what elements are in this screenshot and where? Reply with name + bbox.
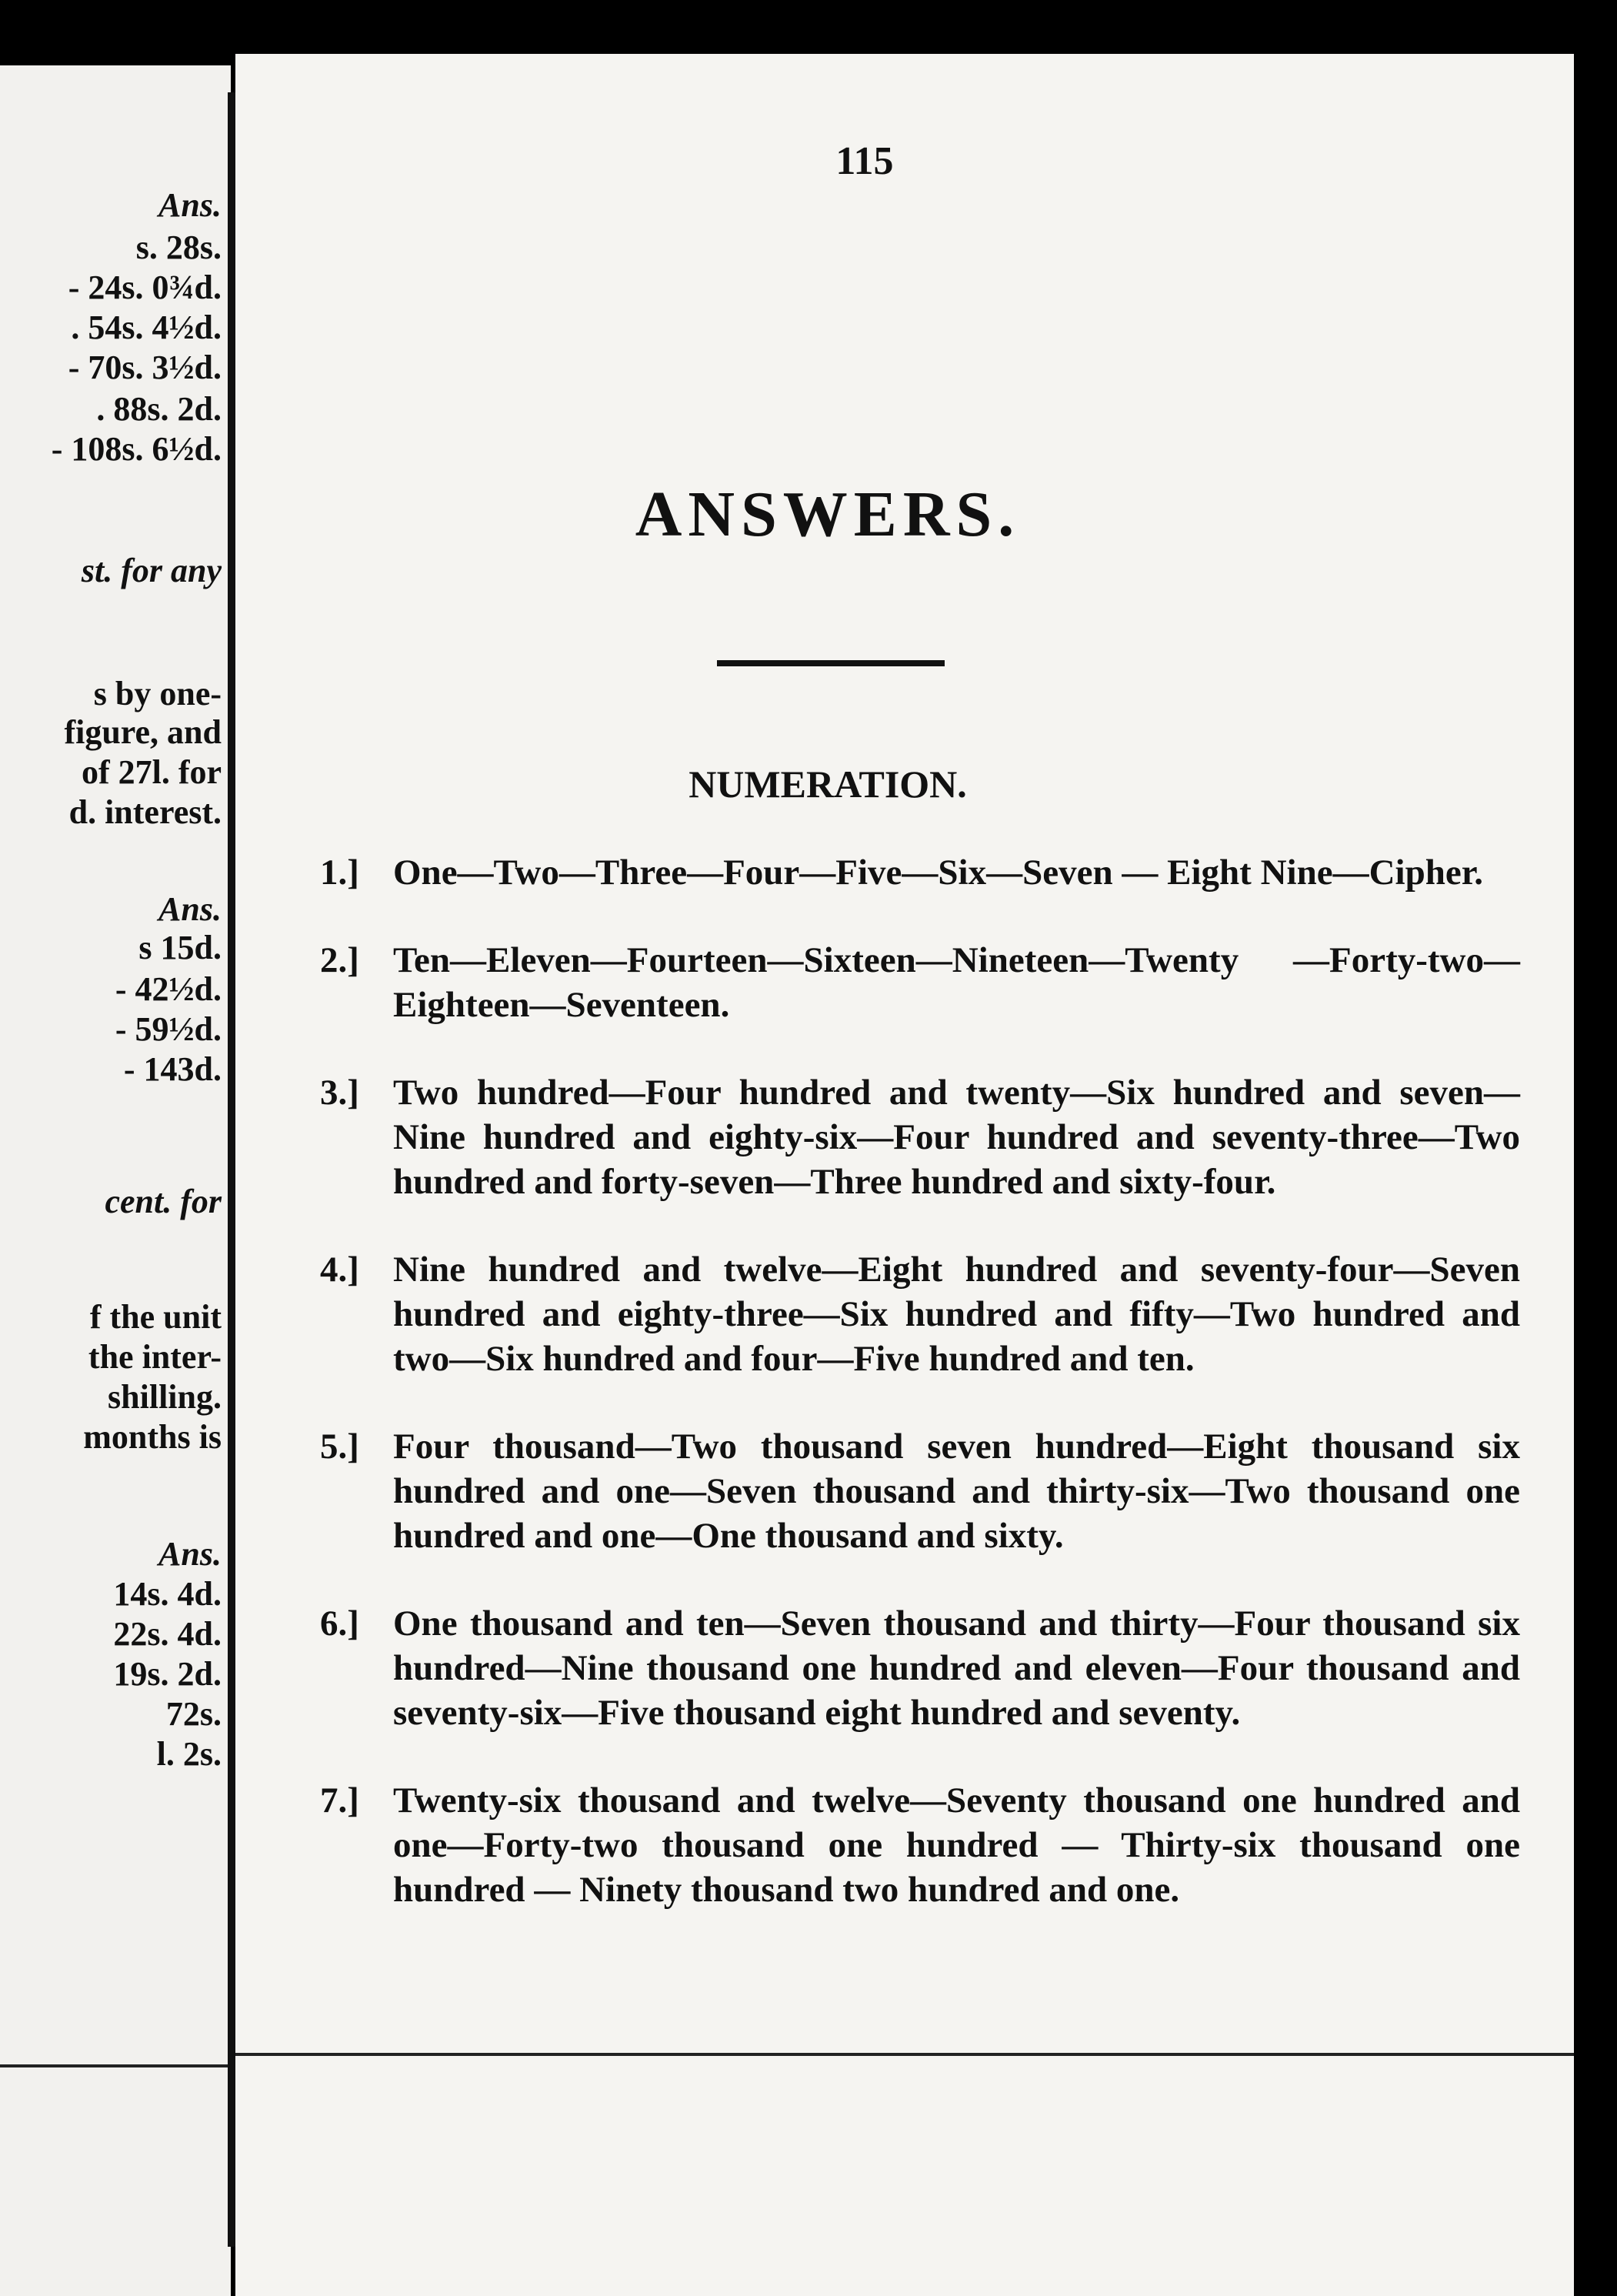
answer-item	[320, 1247, 1520, 1381]
left-page-line: . 88s. 2d.	[96, 390, 222, 428]
answer-item	[320, 1424, 1520, 1558]
left-page-line: s. 28s.	[135, 229, 222, 266]
page-heading: ANSWERS.	[635, 479, 1021, 550]
left-page-line: figure, and	[64, 713, 222, 751]
left-page-line: shilling.	[108, 1378, 222, 1416]
answer-number: 2.]	[320, 940, 359, 980]
left-page-line: - 42½d.	[115, 970, 222, 1008]
left-page-line: - 143d.	[123, 1050, 222, 1088]
left-page-line: st. for any	[81, 552, 222, 589]
left-page-line: d. interest.	[68, 793, 222, 831]
answer-number: 5.]	[320, 1427, 359, 1467]
right-page	[235, 54, 1574, 2296]
answer-number: 6.]	[320, 1604, 359, 1644]
left-page-line: . 54s. 4½d.	[71, 309, 222, 346]
answer-text: Nine hundred and twelve—Eight hundred and seventy-four—Seven hundred and eighty-three—Six hundred and fifty—Two hundred and two—Six hundred and four—Five hundred and ten.	[393, 1250, 1520, 1379]
left-page-line: 72s.	[165, 1695, 222, 1733]
left-page-fragment	[0, 65, 231, 2296]
answer-number: 3.]	[320, 1073, 359, 1113]
answer-item	[320, 1778, 1520, 1912]
left-page-line: of 27l. for	[81, 753, 222, 791]
book-spine	[228, 92, 235, 2247]
section-title: NUMERATION.	[688, 763, 967, 806]
answer-text: One—Two—Three—Four—Five—Six—Seven — Eight Nine—Cipher.	[393, 853, 1483, 893]
left-page-line: 22s. 4d.	[113, 1615, 222, 1653]
left-page-line: cent. for	[105, 1183, 222, 1220]
left-page-line: s 15d.	[138, 929, 222, 966]
page-number: 115	[835, 139, 894, 183]
left-page-rule	[0, 2064, 228, 2067]
answer-item	[320, 1601, 1520, 1735]
left-page-line: - 24s. 0¾d.	[68, 269, 222, 306]
left-page-line: Ans.	[158, 890, 222, 928]
page-bottom-rule	[235, 2053, 1574, 2056]
answer-text: Four thousand—Two thousand seven hundred—Eight thousand six hundred and one—Seven thousand and thirty-six—Two thousand one hundred and one—One thousand and sixty.	[393, 1427, 1520, 1556]
answer-item	[320, 1070, 1520, 1204]
left-page-line: Ans.	[158, 1535, 222, 1573]
left-page-line: s by one-	[93, 675, 222, 712]
left-page-line: Ans.	[158, 186, 222, 224]
left-page-line: 19s. 2d.	[113, 1655, 222, 1693]
left-page-line: f the unit	[89, 1298, 222, 1336]
answer-number: 1.]	[320, 853, 359, 893]
left-page-line: - 70s. 3½d.	[68, 349, 222, 386]
heading-rule	[717, 660, 945, 666]
answer-number: 7.]	[320, 1780, 359, 1820]
left-page-line: months is	[83, 1418, 222, 1456]
left-page-line: - 59½d.	[115, 1010, 222, 1048]
left-page-line: l. 2s.	[156, 1735, 222, 1773]
left-page-line: the inter-	[88, 1338, 222, 1376]
answer-number: 4.]	[320, 1250, 359, 1290]
answer-text: Two hundred—Four hundred and twenty—Six hundred and seven—Nine hundred and eighty-six—Four hundred and seventy-three—Two hundred and forty-seven—Three hundred and sixty-four.	[393, 1073, 1520, 1202]
left-page-line: 14s. 4d.	[113, 1575, 222, 1613]
answer-text: Twenty-six thousand and twelve—Seventy thousand one hundred and one—Forty-two thousand one hundred — Thirty-six thousand one hundred — Ninety thousand two hundred and one.	[393, 1780, 1520, 1910]
answer-item	[320, 938, 1520, 1027]
answer-text: One thousand and ten—Seven thousand and thirty—Four thousand six hundred—Nine thousand one hundred and eleven—Four thousand and seventy-six—Five thousand eight hundred and seventy.	[393, 1604, 1520, 1733]
answers-list	[320, 850, 1520, 1955]
left-page-line: - 108s. 6½d.	[51, 430, 222, 468]
answer-text: Ten—Eleven—Fourteen—Sixteen—Nineteen—Twenty —Forty-two—Eighteen—Seventeen.	[393, 940, 1520, 1025]
answer-item	[320, 850, 1520, 895]
